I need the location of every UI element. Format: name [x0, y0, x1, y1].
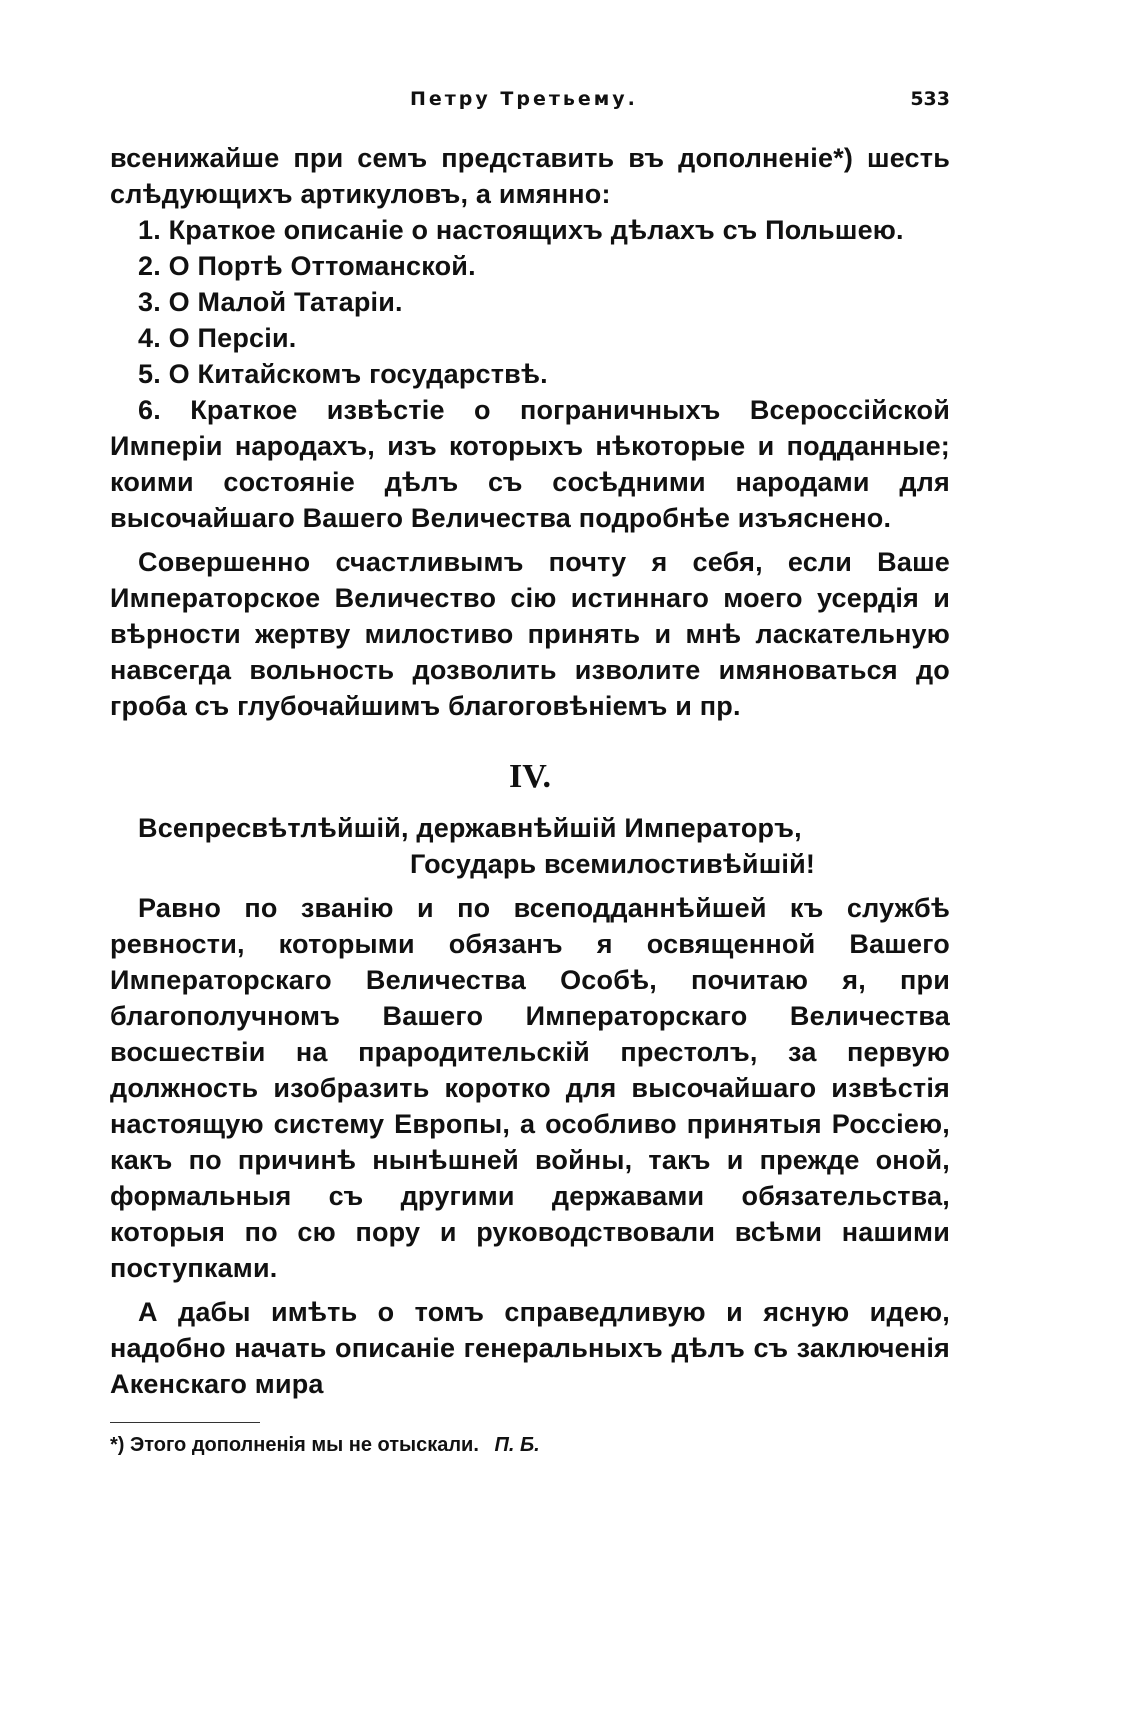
list-item: 4. О Персіи. [138, 323, 297, 353]
body-paragraph-1: Равно по званію и по всеподданнѣйшей къ службѣ ревности, которыми обязанъ я освященной Вашего Императорскаго Величества Особѣ, почитаю я, при благополучномъ Вашего Императорскаго Величества восшествіи на прародительскій престолъ, за первую должность изобразить коротко для высочайшаго извѣстія настоящую систему Европы, а особливо принятыя Россіею, какъ по причинѣ нынѣшней войны, такъ и прежде оной, формальныя съ другими державами обязательства, которыя по сю пору и руководствовали всѣми нашими поступками. [110, 893, 950, 1283]
footnote-divider [110, 1422, 260, 1423]
list-item: 6. Краткое извѣстіе о пограничныхъ Всероссійской Имперіи народахъ, изъ которыхъ нѣкоторые и подданные; коими состояніе дѣлъ съ сосѣдними народами для высочайшаго Вашего Величества подробнѣе изъяснено. [110, 395, 950, 533]
footnote-mark: *) [110, 1434, 125, 1456]
salutation-line-1: Всепресвѣтлѣйшій, державнѣйшій Императоръ, [138, 813, 802, 843]
salutation-line-2: Государь всемилостивѣйшій! [410, 849, 816, 879]
list-item: 5. О Китайскомъ государствѣ. [138, 359, 548, 389]
running-header [110, 88, 950, 128]
body-paragraph-2: А дабы имѣть о томъ справедливую и ясную идею, надобно начать описаніе генеральныхъ дѣлъ съ заключенія Акенскаго мира [110, 1297, 950, 1399]
running-title: Петру Третьему. [410, 88, 638, 110]
footnote-text: Этого дополненія мы не отыскали. [130, 1434, 479, 1456]
list-item: 2. О Портѣ Оттоманской. [138, 251, 476, 281]
intro-paragraph: всенижайше при семъ представить въ дополненіе*) шесть слѣдующихъ артикуловъ, а имянно: [110, 143, 950, 209]
articles-list [110, 212, 950, 536]
list-item: 3. О Малой Татаріи. [138, 287, 403, 317]
book-page [110, 88, 950, 1459]
section-number: IV. [509, 758, 551, 795]
footnote [110, 1431, 950, 1459]
closing-paragraph: Совершенно счастливымъ почту я себя, если Ваше Императорское Величество сію истиннаго моего усердія и вѣрности жертву милостиво принять и мнѣ ласкательную навсегда вольность дозволить изволите имяноваться до гроба съ глубочайшимъ благоговѣніемъ и пр. [110, 547, 950, 721]
list-item: 1. Краткое описаніе о настоящихъ дѣлахъ съ Польшею. [138, 215, 904, 245]
page-number: 533 [910, 88, 950, 110]
footnote-initials: П. Б. [494, 1434, 540, 1456]
